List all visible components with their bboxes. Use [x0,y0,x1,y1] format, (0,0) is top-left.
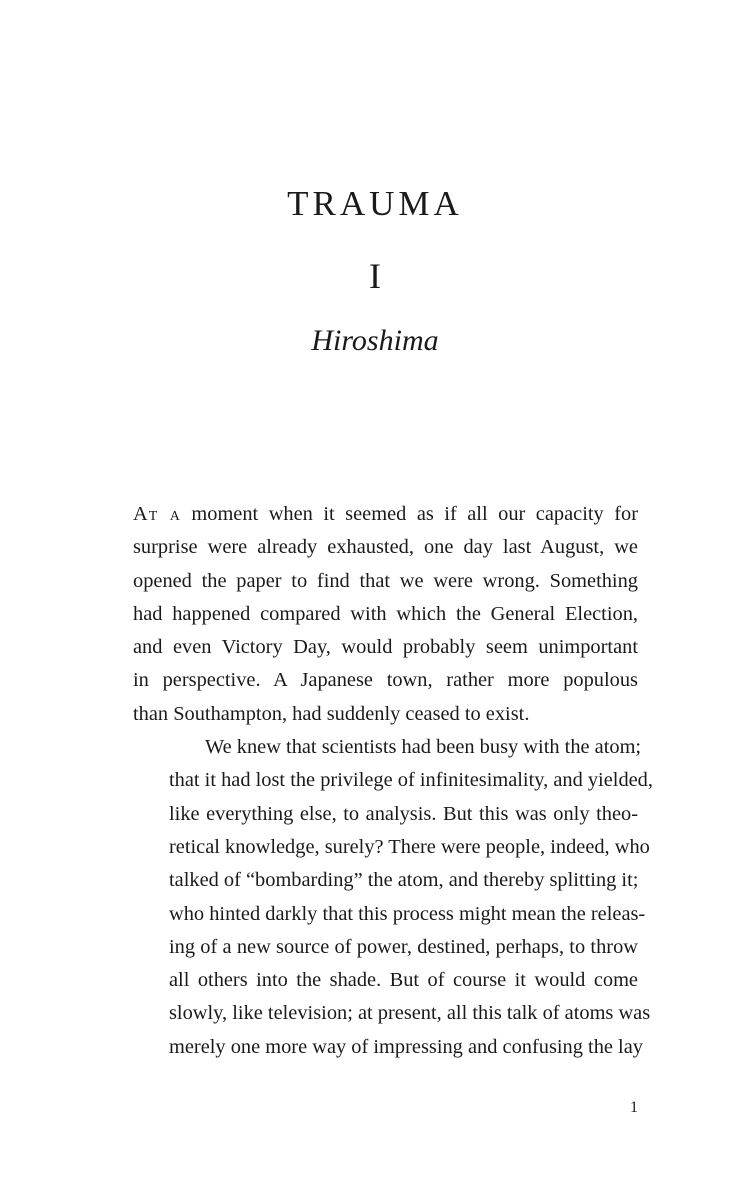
paragraph-2-line: like everything else, to analysis. But this was only theo- [169,802,638,825]
body-text [133,498,653,1064]
paragraph-2-line: who hinted darkly that this process might mean the releas- [169,902,646,925]
paragraph-2 [133,731,653,1064]
line-text: moment when it seemed as if all our capacity for [180,503,638,525]
paragraph-2-line: We knew that scientists had been busy with the atom; [205,736,642,759]
paragraph-1-line: than Southampton, had suddenly ceased to exist. [133,702,530,725]
part-title: TRAUMA [287,184,463,223]
paragraph-1-line [133,498,638,531]
opening-small-caps: At a [133,503,181,525]
paragraph-1 [133,498,638,731]
paragraph-2-line: retical knowledge, surely? There were people, indeed, who [169,835,650,858]
paragraph-2-line: merely one more way of impressing and confusing the lay [169,1035,643,1058]
chapter-title: Hiroshima [311,324,439,357]
paragraph-1-line: surprise were already exhausted, one day last August, we [133,536,638,559]
paragraph-1-line: and even Victory Day, would probably seem unimportant [133,636,638,659]
paragraph-1-line: opened the paper to find that we were wrong. Something [133,569,638,592]
paragraph-2-line: ing of a new source of power, destined, perhaps, to throw [169,935,638,958]
paragraph-1-line: had happened compared with which the General Election, [133,602,638,625]
paragraph-2-line: talked of “bombarding” the atom, and thereby splitting it; [169,869,639,892]
paragraph-1-line: in perspective. A Japanese town, rather more populous [133,669,638,692]
paragraph-2-line: slowly, like television; at present, all this talk of atoms was [169,1002,651,1025]
page-number: 1 [630,1099,638,1116]
paragraph-2-line: all others into the shade. But of course it would come [169,969,638,992]
chapter-number: I [369,256,381,296]
paragraph-2-line: that it had lost the privilege of infinitesimality, and yielded, [169,769,653,792]
